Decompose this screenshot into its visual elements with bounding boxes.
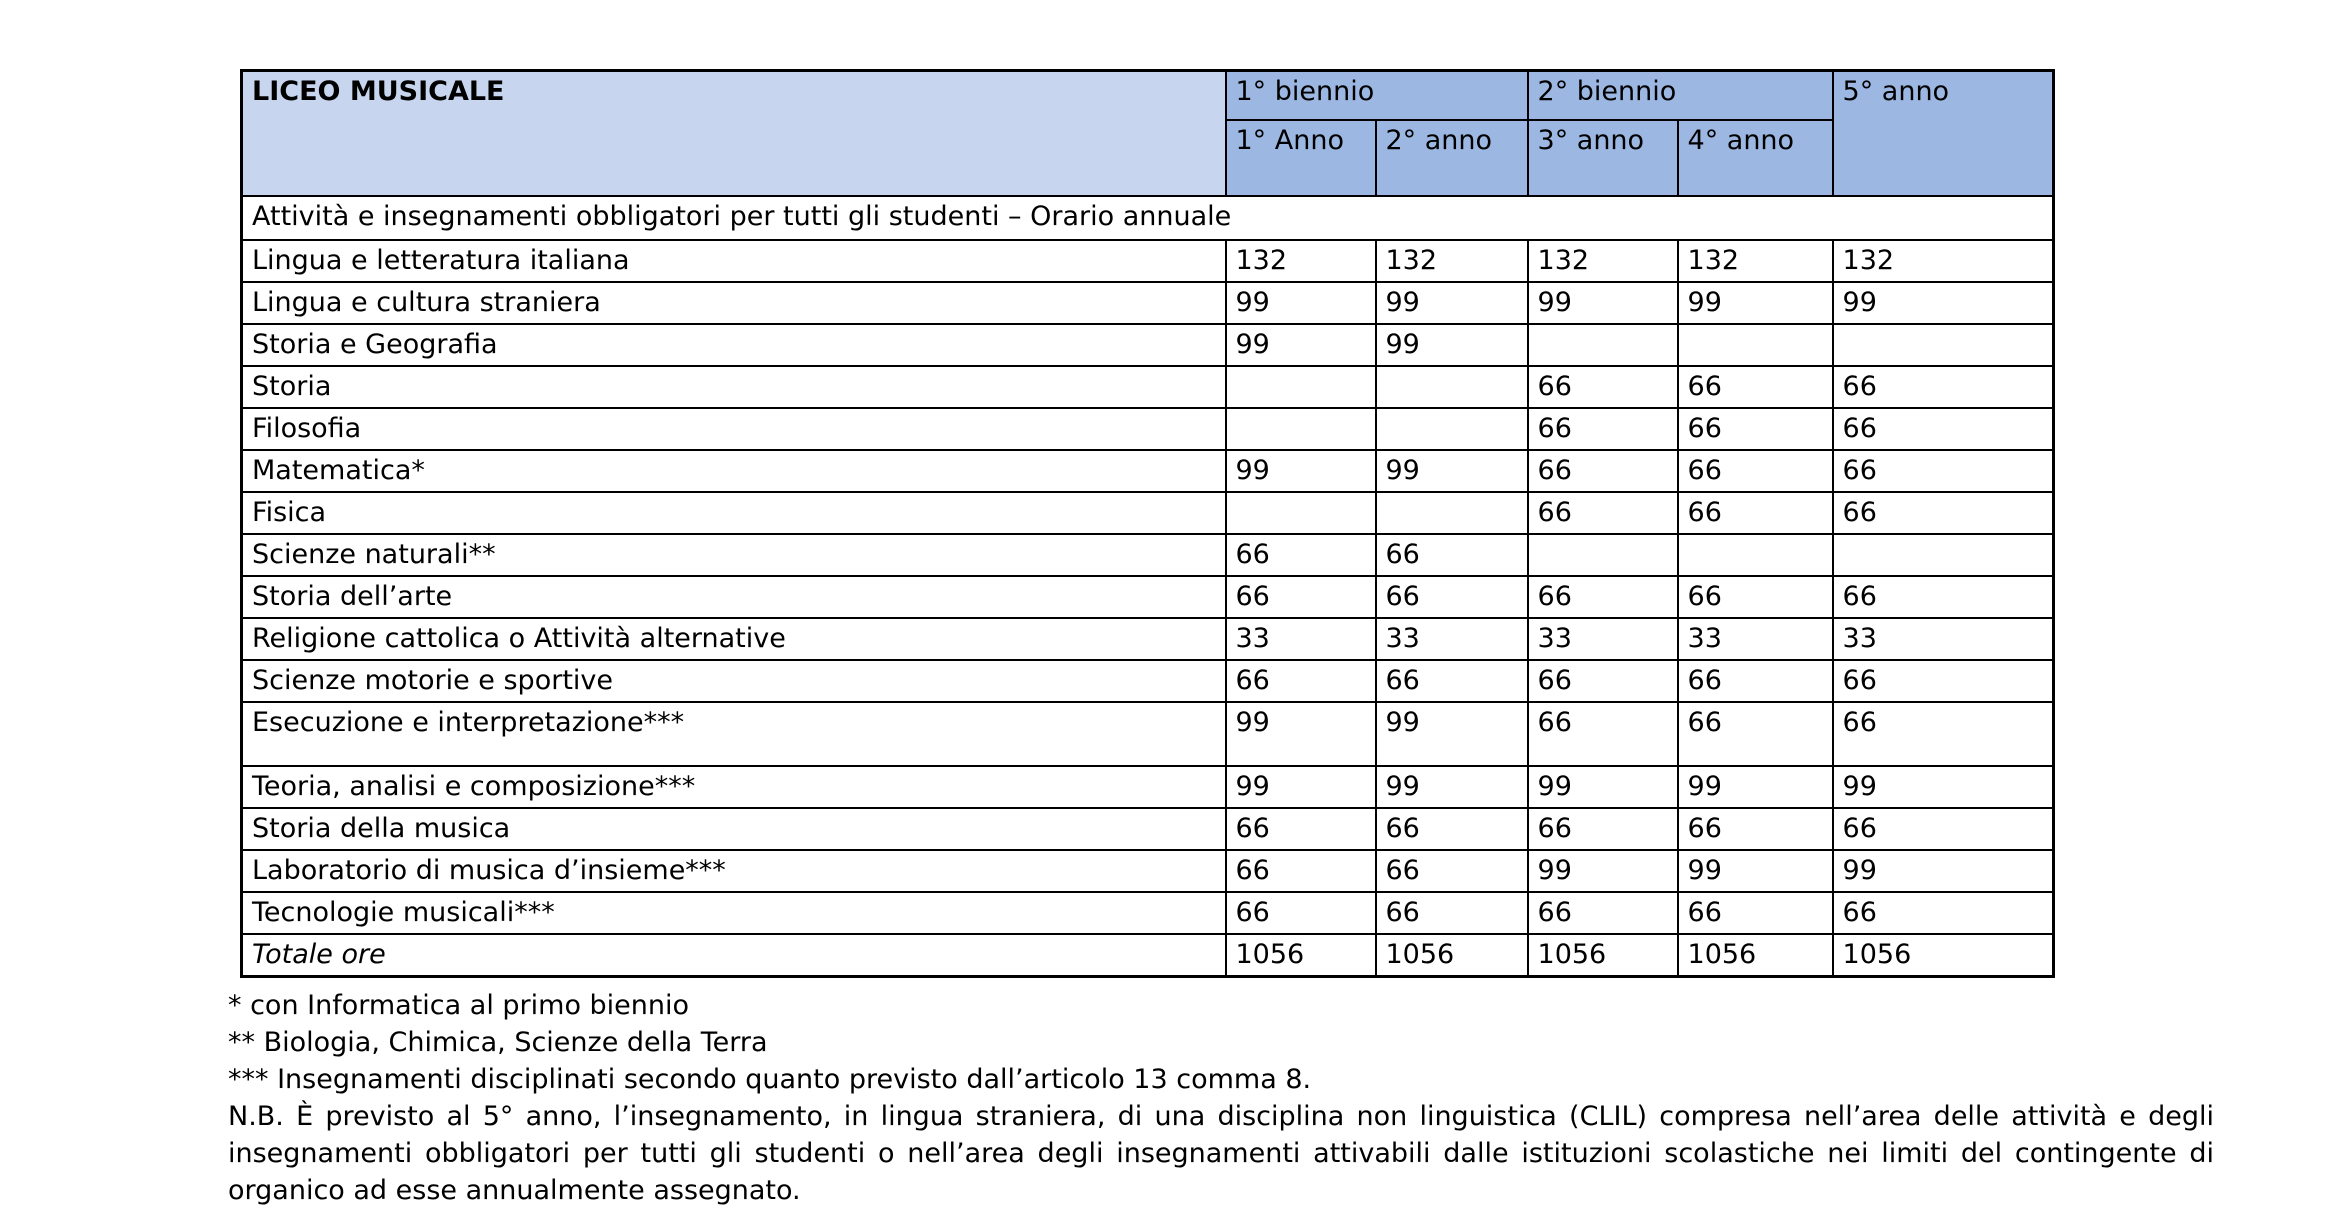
header-anno-1: 1° Anno xyxy=(1226,120,1376,196)
value-cell xyxy=(1528,534,1678,576)
table-row xyxy=(242,702,2054,766)
table-row xyxy=(242,450,2054,492)
value-cell: 99 xyxy=(1226,450,1376,492)
value-cell: 99 xyxy=(1833,282,2054,324)
total-value: 1056 xyxy=(1833,934,2054,977)
value-cell: 66 xyxy=(1226,808,1376,850)
header-anno-2: 2° anno xyxy=(1376,120,1528,196)
value-cell: 33 xyxy=(1678,618,1833,660)
table-row xyxy=(242,534,2054,576)
value-cell: 66 xyxy=(1678,892,1833,934)
value-cell: 99 xyxy=(1376,450,1528,492)
value-cell: 66 xyxy=(1833,660,2054,702)
subject-cell: Fisica xyxy=(242,492,1226,534)
value-cell: 99 xyxy=(1376,324,1528,366)
table-title: LICEO MUSICALE xyxy=(242,71,1226,196)
value-cell: 66 xyxy=(1226,576,1376,618)
subject-cell: Storia dell’arte xyxy=(242,576,1226,618)
total-value: 1056 xyxy=(1226,934,1376,977)
value-cell: 99 xyxy=(1678,282,1833,324)
header-anno-3: 3° anno xyxy=(1528,120,1678,196)
value-cell: 66 xyxy=(1226,534,1376,576)
footnote-triple-asterisk: *** Insegnamenti disciplinati secondo quanto previsto dall’articolo 13 comma 8. xyxy=(228,1063,1312,1095)
table-row xyxy=(242,766,2054,808)
value-cell: 99 xyxy=(1226,324,1376,366)
header-anno-4: 4° anno xyxy=(1678,120,1833,196)
value-cell: 66 xyxy=(1226,892,1376,934)
value-cell: 99 xyxy=(1226,702,1376,766)
header-biennio-2: 2° biennio xyxy=(1528,71,1833,120)
value-cell: 132 xyxy=(1226,240,1376,282)
value-cell: 66 xyxy=(1226,850,1376,892)
value-cell: 66 xyxy=(1376,534,1528,576)
table-row xyxy=(242,850,2054,892)
section-header-row xyxy=(242,196,2054,240)
value-cell xyxy=(1678,324,1833,366)
value-cell: 66 xyxy=(1528,892,1678,934)
value-cell: 66 xyxy=(1833,450,2054,492)
value-cell xyxy=(1376,366,1528,408)
subject-rows xyxy=(242,240,2054,934)
table-row xyxy=(242,492,2054,534)
value-cell: 66 xyxy=(1528,576,1678,618)
table-row xyxy=(242,366,2054,408)
footnote-asterisk: * con Informatica al primo biennio xyxy=(228,989,690,1021)
subject-cell: Laboratorio di musica d’insieme*** xyxy=(242,850,1226,892)
section-header-label: Attività e insegnamenti obbligatori per tutti gli studenti – Orario annuale xyxy=(242,196,2054,240)
value-cell: 66 xyxy=(1528,808,1678,850)
value-cell: 99 xyxy=(1833,766,2054,808)
subject-cell: Esecuzione e interpretazione*** xyxy=(242,702,1226,766)
value-cell: 66 xyxy=(1528,366,1678,408)
value-cell: 66 xyxy=(1528,702,1678,766)
value-cell: 66 xyxy=(1833,808,2054,850)
value-cell: 66 xyxy=(1376,576,1528,618)
subject-cell: Scienze naturali** xyxy=(242,534,1226,576)
table-row xyxy=(242,576,2054,618)
value-cell: 66 xyxy=(1528,450,1678,492)
value-cell: 99 xyxy=(1376,766,1528,808)
total-label: Totale ore xyxy=(242,934,1226,977)
subject-cell: Tecnologie musicali*** xyxy=(242,892,1226,934)
value-cell: 99 xyxy=(1678,850,1833,892)
table-row xyxy=(242,808,2054,850)
table-row xyxy=(242,618,2054,660)
value-cell: 66 xyxy=(1226,660,1376,702)
value-cell: 66 xyxy=(1833,366,2054,408)
subject-cell: Lingua e letteratura italiana xyxy=(242,240,1226,282)
table-row xyxy=(242,408,2054,450)
total-row xyxy=(242,934,2054,977)
header-biennio-1: 1° biennio xyxy=(1226,71,1528,120)
subject-cell: Storia xyxy=(242,366,1226,408)
value-cell: 66 xyxy=(1376,660,1528,702)
value-cell xyxy=(1226,408,1376,450)
value-cell: 99 xyxy=(1226,282,1376,324)
subject-cell: Filosofia xyxy=(242,408,1226,450)
value-cell: 99 xyxy=(1376,282,1528,324)
header-anno-5: 5° anno xyxy=(1833,71,2054,196)
value-cell: 66 xyxy=(1678,450,1833,492)
value-cell: 66 xyxy=(1376,892,1528,934)
subject-cell: Teoria, analisi e composizione*** xyxy=(242,766,1226,808)
value-cell: 33 xyxy=(1376,618,1528,660)
value-cell: 66 xyxy=(1528,492,1678,534)
value-cell: 66 xyxy=(1528,408,1678,450)
value-cell: 66 xyxy=(1678,492,1833,534)
value-cell: 99 xyxy=(1376,702,1528,766)
value-cell: 132 xyxy=(1528,240,1678,282)
value-cell: 66 xyxy=(1833,492,2054,534)
subject-cell: Matematica* xyxy=(242,450,1226,492)
total-value: 1056 xyxy=(1376,934,1528,977)
value-cell: 66 xyxy=(1833,702,2054,766)
value-cell: 99 xyxy=(1528,850,1678,892)
value-cell xyxy=(1226,366,1376,408)
value-cell: 99 xyxy=(1678,766,1833,808)
table-row xyxy=(242,282,2054,324)
value-cell: 33 xyxy=(1226,618,1376,660)
value-cell: 66 xyxy=(1678,408,1833,450)
subject-cell: Scienze motorie e sportive xyxy=(242,660,1226,702)
value-cell: 66 xyxy=(1376,808,1528,850)
value-cell: 99 xyxy=(1528,282,1678,324)
value-cell: 66 xyxy=(1376,850,1528,892)
footnote-double-asterisk: ** Biologia, Chimica, Scienze della Terra xyxy=(228,1026,768,1058)
total-value: 1056 xyxy=(1678,934,1833,977)
value-cell xyxy=(1376,408,1528,450)
value-cell: 66 xyxy=(1833,892,2054,934)
value-cell: 66 xyxy=(1833,408,2054,450)
footnotes xyxy=(228,987,2214,1209)
total-value: 1056 xyxy=(1528,934,1678,977)
subject-cell: Storia della musica xyxy=(242,808,1226,850)
value-cell: 66 xyxy=(1678,808,1833,850)
value-cell: 99 xyxy=(1833,850,2054,892)
value-cell xyxy=(1833,324,2054,366)
header-row-biennio xyxy=(242,71,2054,120)
value-cell: 66 xyxy=(1833,576,2054,618)
value-cell xyxy=(1528,324,1678,366)
value-cell: 132 xyxy=(1678,240,1833,282)
value-cell: 132 xyxy=(1833,240,2054,282)
subject-cell: Religione cattolica o Attività alternative xyxy=(242,618,1226,660)
value-cell: 99 xyxy=(1528,766,1678,808)
value-cell xyxy=(1833,534,2054,576)
value-cell: 66 xyxy=(1678,576,1833,618)
table-row xyxy=(242,324,2054,366)
value-cell xyxy=(1226,492,1376,534)
value-cell xyxy=(1376,492,1528,534)
table-row xyxy=(242,240,2054,282)
subject-cell: Storia e Geografia xyxy=(242,324,1226,366)
value-cell: 33 xyxy=(1528,618,1678,660)
subject-cell: Lingua e cultura straniera xyxy=(242,282,1226,324)
table-row xyxy=(242,892,2054,934)
value-cell xyxy=(1678,534,1833,576)
table-row xyxy=(242,660,2054,702)
value-cell: 66 xyxy=(1678,366,1833,408)
value-cell: 66 xyxy=(1678,702,1833,766)
value-cell: 66 xyxy=(1678,660,1833,702)
value-cell: 132 xyxy=(1376,240,1528,282)
value-cell: 66 xyxy=(1528,660,1678,702)
footnote-nb: N.B. È previsto al 5° anno, l’insegnamento, in lingua straniera, di una disciplina non linguistica (CLIL) compresa nell’area delle attività e degli insegnamenti obbligatori per tutti gli studenti o nell’area degli insegnamenti attivabili dalle istituzioni scolastiche nei limiti del contingente di organico ad esse annualmente assegnato. xyxy=(228,1100,2214,1206)
value-cell: 33 xyxy=(1833,618,2054,660)
value-cell: 99 xyxy=(1226,766,1376,808)
curriculum-table xyxy=(240,69,2055,978)
